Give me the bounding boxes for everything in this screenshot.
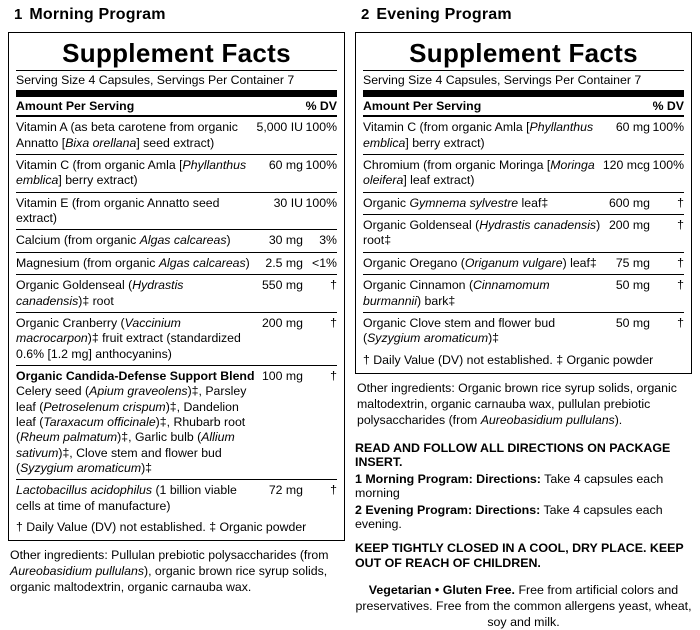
nutrient-amount: 5,000 IU [257, 117, 304, 154]
nutrient-amount: 60 mg [257, 155, 304, 193]
nutrient-daily-value: † [303, 365, 337, 480]
nutrient-amount: 75 mg [603, 252, 650, 274]
daily-value-label: % DV [305, 99, 337, 114]
nutrient-amount: 200 mg [603, 215, 650, 253]
other-ingredients-morning: Other ingredients: Pullulan prebiotic polysaccharides (from Aureobasidium pullulans), organic brown rice syrup solids, organic maltodextrin, organic carnauba wax. [10, 548, 329, 595]
amount-per-serving-label: Amount Per Serving [16, 99, 135, 114]
amount-per-serving-header [363, 97, 684, 115]
nutrient-amount: 50 mg [603, 275, 650, 313]
program-number: 2 [361, 6, 370, 23]
nutrient-daily-value: † [303, 275, 337, 313]
nutrient-name: Organic Goldenseal (Hydrastis canadensis) root‡ [363, 215, 603, 253]
amount-per-serving-label: Amount Per Serving [363, 99, 482, 114]
nutrient-daily-value: † [650, 275, 684, 313]
nutrient-daily-value: † [650, 215, 684, 253]
nutrient-daily-value: 100% [303, 155, 337, 193]
daily-value-label: % DV [652, 99, 684, 114]
nutrient-daily-value: 3% [303, 230, 337, 252]
nutrient-amount: 550 mg [257, 275, 304, 313]
nutrient-daily-value: † [303, 312, 337, 365]
nutrient-table-evening [363, 117, 684, 349]
nutrient-name: Organic Goldenseal (Hydrastis canadensis)‡ root [16, 275, 257, 313]
nutrient-name: Calcium (from organic Algas calcareas) [16, 230, 257, 252]
nutrient-amount: 50 mg [615, 315, 650, 330]
nutrient-name: Vitamin A (as beta carotene from organic Annatto [Bixa orellana] seed extract) [16, 117, 257, 154]
morning-program-column [8, 4, 345, 624]
nutrient-name: Organic Gymnema sylvestre leaf‡ [363, 192, 603, 214]
nutrient-row [363, 252, 684, 274]
supplement-facts-title: Supplement Facts [409, 38, 638, 68]
nutrient-name: Vitamin E (from organic Annatto seed extract) [16, 192, 257, 230]
nutrient-amount: 60 mg [603, 117, 650, 154]
nutrient-daily-value: 100% [650, 155, 684, 193]
directions-list [355, 469, 692, 531]
nutrient-rows-morning [16, 117, 337, 517]
nutrient-row [16, 192, 337, 230]
nutrient-daily-value: † [330, 483, 337, 498]
program-number: 1 [14, 6, 23, 23]
nutrient-daily-value: † [650, 192, 684, 214]
nutrient-name: Vitamin C (from organic Amla [Phyllanthus emblica] berry extract) [363, 117, 603, 154]
supplement-facts-panel-morning [8, 32, 345, 541]
footnote-morning: † Daily Value (DV) not established. ‡ Organic powder [16, 520, 307, 535]
nutrient-name: Organic Candida-Defense Support Blend Celery seed (Apium graveolens)‡, Parsley leaf (Petroselenum crispum)‡, Dandelion leaf (Taraxacum officinale)‡, Rhubarb root (Rheum palmatum)‡, Garlic bulb (Allium sativum)‡, Clove stem and flower bud (Syzygium aromaticum)‡ [16, 365, 257, 480]
vegetarian-note [355, 572, 692, 630]
program-title: Evening Program [376, 6, 512, 23]
evening-program-column [355, 4, 692, 629]
nutrient-row [363, 275, 684, 313]
direction-item: 2 Evening Program: Directions: Take 4 capsules each evening. [355, 502, 663, 531]
nutrient-row [16, 252, 337, 274]
nutrient-amount: 200 mg [257, 312, 304, 365]
nutrient-amount: 120 mcg [603, 155, 650, 193]
nutrient-name: Vitamin C (from organic Amla [Phyllanthus emblica] berry extract) [16, 155, 257, 193]
supplement-facts-title: Supplement Facts [62, 38, 291, 68]
nutrient-amount: 72 mg [268, 483, 303, 498]
nutrient-table-morning [16, 117, 337, 517]
evening-program-header [355, 4, 692, 32]
nutrient-amount: 600 mg [603, 192, 650, 214]
footnote-evening: † Daily Value (DV) not established. ‡ Organic powder [363, 352, 654, 367]
nutrient-row [363, 155, 684, 193]
amount-per-serving-header [16, 97, 337, 115]
nutrient-name: Chromium (from organic Moringa [Moringa oleifera] leaf extract) [363, 155, 603, 193]
direction-item: 1 Morning Program: Directions: Take 4 capsules each morning [355, 471, 664, 500]
warning-text: KEEP TIGHTLY CLOSED IN A COOL, DRY PLACE. KEEP OUT OF REACH OF CHILDREN. [355, 540, 684, 571]
nutrient-name: Organic Oregano (Origanum vulgare) leaf‡ [363, 252, 603, 274]
nutrient-row [363, 192, 684, 214]
serving-size-text: Serving Size 4 Capsules, Servings Per Container 7 [16, 73, 295, 88]
other-ingredients-evening: Other ingredients: Organic brown rice syrup solids, organic maltodextrin, organic carnauba wax, pullulan prebiotic polysaccharides (from Aureobasidium pullulans). [357, 380, 677, 427]
vegetarian-heading: Vegetarian • Gluten Free. [368, 582, 515, 597]
nutrient-row [16, 275, 337, 313]
directions-block [355, 439, 692, 531]
nutrient-row [16, 155, 337, 193]
nutrient-daily-value: 100% [303, 192, 337, 230]
nutrient-row [363, 312, 684, 349]
nutrient-row [16, 365, 337, 480]
nutrient-row [16, 117, 337, 154]
supplement-facts-panel-evening [355, 32, 692, 374]
nutrient-row [16, 480, 337, 517]
serving-size-text: Serving Size 4 Capsules, Servings Per Container 7 [363, 73, 642, 88]
nutrient-daily-value: † [677, 315, 684, 330]
nutrient-amount: 2.5 mg [257, 252, 304, 274]
vegetarian-body: Free from artificial colors and preservatives. Free from the common allergens yeast, wheat, soy and milk. [355, 582, 692, 629]
nutrient-daily-value: <1% [303, 252, 337, 274]
nutrient-row [363, 117, 684, 154]
nutrient-row [363, 215, 684, 253]
nutrient-name: Organic Cinnamon (Cinnamomum burmannii) bark‡ [363, 275, 603, 313]
nutrient-row [16, 312, 337, 365]
nutrient-row [16, 230, 337, 252]
nutrient-name: Lactobacillus acidophilus (1 billion viable cells at time of manufacture) [16, 483, 237, 513]
nutrient-name: Organic Clove stem and flower bud (Syzygium aromaticum)‡ [363, 315, 556, 346]
program-title: Morning Program [29, 6, 166, 23]
nutrient-amount: 30 mg [257, 230, 304, 252]
nutrient-name: Organic Cranberry (Vaccinium macrocarpon)‡ fruit extract (standardized 0.6% [1.2 mg] anthocyanins) [16, 312, 257, 365]
nutrient-rows-evening [363, 117, 684, 349]
nutrient-name: Magnesium (from organic Algas calcareas) [16, 252, 257, 274]
directions-heading: READ AND FOLLOW ALL DIRECTIONS ON PACKAGE INSERT. [355, 440, 671, 469]
nutrient-daily-value: 100% [303, 117, 337, 154]
morning-program-header [8, 4, 345, 32]
nutrient-amount: 100 mg [257, 365, 304, 480]
nutrient-amount: 30 IU [257, 192, 304, 230]
nutrient-daily-value: 100% [650, 117, 684, 154]
nutrient-daily-value: † [650, 252, 684, 274]
